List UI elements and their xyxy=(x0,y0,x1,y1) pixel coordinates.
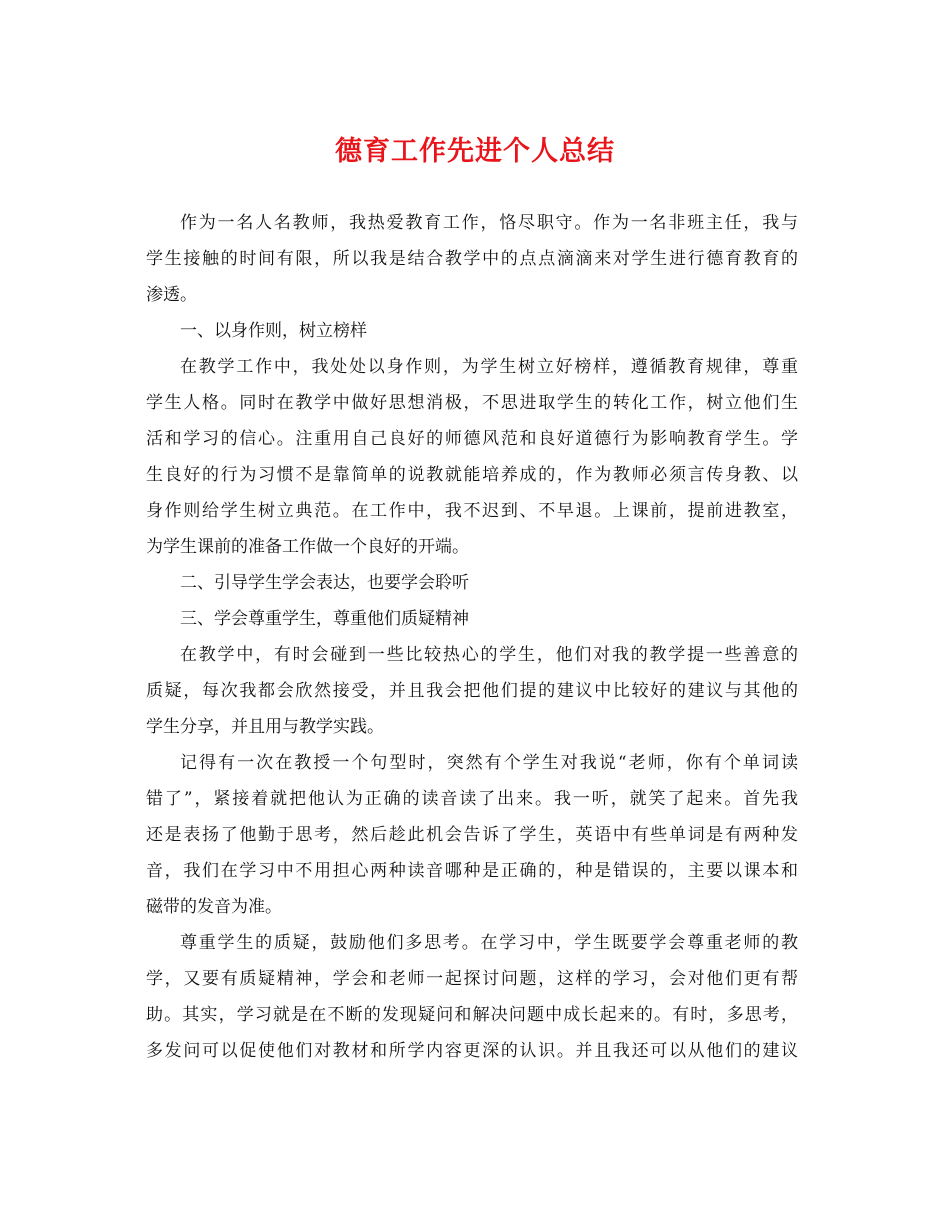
paragraph-anecdote xyxy=(146,745,798,925)
text-line: 在教学中，有时会碰到一些比较热心的学生，他们对我的教学提一些善意的 xyxy=(180,645,798,665)
paragraph-questioning xyxy=(146,637,798,745)
section-heading-3 xyxy=(146,601,798,637)
text-line: 多发问可以促使他们对教材和所学内容更深的认识。并且我还可以从他们的建议 xyxy=(146,1041,798,1061)
text-line: 三、学会尊重学生，尊重他们质疑精神 xyxy=(180,609,469,629)
text-line: 学生分享，并且用与教学实践。 xyxy=(146,717,384,737)
text-line: 学生人格。同时在教学中做好思想消极，不思进取学生的转化工作，树立他们生 xyxy=(146,393,798,413)
text-line: 还是表扬了他勤于思考，然后趁此机会告诉了学生，英语中有些单词是有两种发 xyxy=(146,825,798,845)
text-line: 记得有一次在教授一个句型时，突然有个学生对我说“老师，你有个单词读 xyxy=(180,753,798,773)
section-heading-2 xyxy=(146,565,798,601)
section-heading-1 xyxy=(146,313,798,349)
document-title: 德育工作先进个人总结 xyxy=(335,136,615,167)
text-line: 活和学习的信心。注重用自己良好的师德风范和良好道德行为影响教育学生。学 xyxy=(146,429,798,449)
text-line: 质疑，每次我都会欣然接受，并且我会把他们提的建议中比较好的建议与其他的 xyxy=(146,681,798,701)
text-line: 错了”，紧接着就把他认为正确的读音读了出来。我一听，就笑了起来。首先我 xyxy=(146,789,798,809)
text-line: 渗透。 xyxy=(146,285,197,305)
text-line: 作为一名人名教师，我热爱教育工作，恪尽职守。作为一名非班主任，我与 xyxy=(180,213,798,233)
text-line: 学生接触的时间有限，所以我是结合教学中的点点滴滴来对学生进行德育教育的 xyxy=(146,249,798,269)
paragraph-intro xyxy=(146,205,798,313)
text-line: 助。其实，学习就是在不断的发现疑问和解决问题中成长起来的。有时，多思考， xyxy=(146,1005,798,1025)
text-line: 音，我们在学习中不用担心两种读音哪种是正确的，种是错误的，主要以课本和 xyxy=(146,861,798,881)
text-line: 生良好的行为习惯不是靠简单的说教就能培养成的，作为教师必须言传身教、以 xyxy=(146,465,798,485)
paragraph-lead-by-example xyxy=(146,349,798,565)
text-line: 身作则给学生树立典范。在工作中，我不迟到、不早退。上课前，提前进教室， xyxy=(146,501,798,521)
text-line: 尊重学生的质疑，鼓励他们多思考。在学习中，学生既要学会尊重老师的教 xyxy=(180,933,798,953)
text-line: 二、引导学生学会表达，也要学会聆听 xyxy=(180,573,469,593)
paragraph-respect-questions xyxy=(146,925,798,1069)
text-line: 学，又要有质疑精神，学会和老师一起探讨问题，这样的学习，会对他们更有帮 xyxy=(146,969,798,989)
text-line: 为学生课前的准备工作做一个良好的开端。 xyxy=(146,537,469,557)
text-line: 磁带的发音为准。 xyxy=(146,897,282,917)
text-line: 在教学工作中，我处处以身作则，为学生树立好榜样，遵循教育规律，尊重 xyxy=(180,357,798,377)
document-body xyxy=(146,205,798,1069)
text-line: 一、以身作则，树立榜样 xyxy=(180,321,367,341)
